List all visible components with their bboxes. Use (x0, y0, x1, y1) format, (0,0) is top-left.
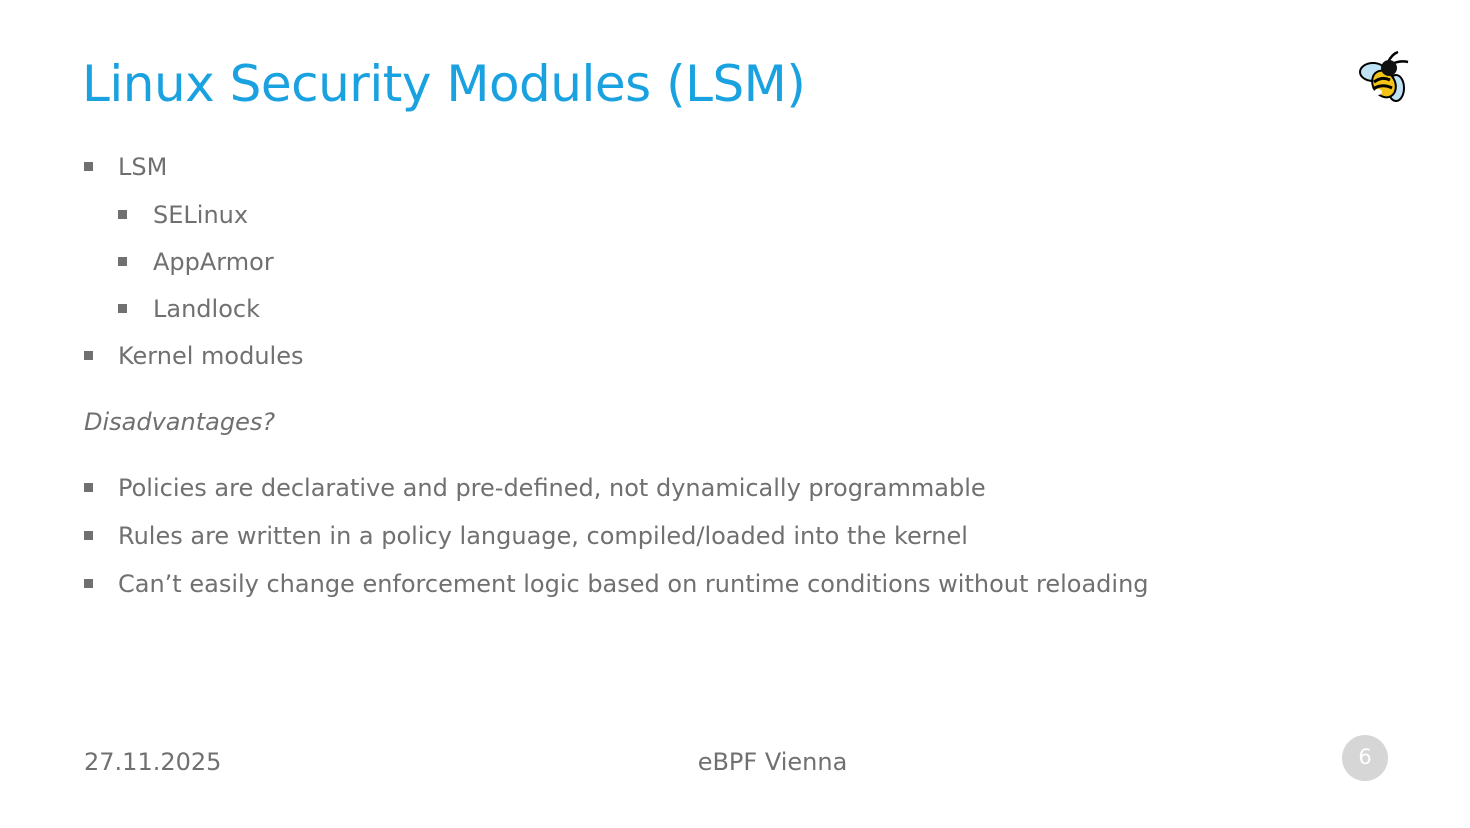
list-item (84, 472, 1384, 520)
feature-list (84, 151, 1384, 388)
square-bullet-icon (84, 531, 93, 540)
list-item (84, 246, 1384, 293)
list-item-label: AppArmor (153, 248, 274, 276)
list-item-label: SELinux (153, 201, 249, 229)
subheading: Disadvantages? (84, 408, 276, 436)
square-bullet-icon (84, 483, 93, 492)
square-bullet-icon (84, 579, 93, 588)
list-item (84, 520, 1384, 568)
square-bullet-icon (118, 257, 127, 266)
disadvantages-list (84, 472, 1384, 616)
page-number-badge: 6 (1342, 735, 1388, 781)
list-item (84, 151, 1384, 199)
list-item (84, 340, 1384, 388)
square-bullet-icon (118, 304, 127, 313)
square-bullet-icon (118, 210, 127, 219)
list-item-label: Can’t easily change enforcement logic based on runtime conditions without reloading (118, 570, 1149, 598)
bee-icon (1356, 48, 1412, 104)
list-item-label: Kernel modules (118, 342, 304, 370)
square-bullet-icon (84, 162, 93, 171)
footer-event: eBPF Vienna (697, 748, 848, 776)
slide-title: Linux Security Modules (LSM) (82, 55, 806, 113)
list-item-label: Policies are declarative and pre-defined, not dynamically programmable (118, 474, 986, 502)
list-item-label: Rules are written in a policy language, compiled/loaded into the kernel (118, 522, 968, 550)
list-item (84, 568, 1384, 616)
list-item-label: LSM (118, 153, 168, 181)
square-bullet-icon (84, 351, 93, 360)
list-item (84, 199, 1384, 246)
footer-date: 27.11.2025 (84, 748, 222, 776)
list-item (84, 293, 1384, 340)
list-item-label: Landlock (153, 295, 260, 323)
